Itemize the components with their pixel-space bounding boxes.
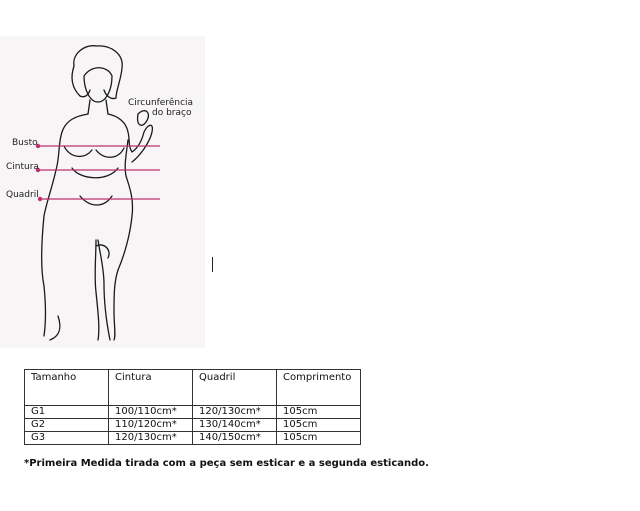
waist-label: Cintura bbox=[6, 162, 39, 172]
cell-size: G3 bbox=[25, 432, 109, 445]
measurement-note: *Primeira Medida tirada com a peça sem esticar e a segunda esticando. bbox=[24, 458, 429, 469]
bust-label: Busto bbox=[12, 138, 38, 148]
text-cursor bbox=[212, 257, 213, 272]
hip-label: Quadril bbox=[6, 190, 39, 200]
header-length: Comprimento bbox=[277, 370, 361, 406]
cell-hip: 130/140cm* bbox=[193, 419, 277, 432]
cell-length: 105cm bbox=[277, 419, 361, 432]
table-row bbox=[25, 419, 361, 432]
arm-circumference-label: Circunferência do braço bbox=[128, 98, 194, 118]
cell-size: G2 bbox=[25, 419, 109, 432]
cell-waist: 100/110cm* bbox=[109, 406, 193, 419]
cell-length: 105cm bbox=[277, 432, 361, 445]
size-table bbox=[24, 369, 361, 445]
header-size: Tamanho bbox=[25, 370, 109, 406]
cell-length: 105cm bbox=[277, 406, 361, 419]
body-measurement-figure bbox=[0, 36, 205, 348]
table-row bbox=[25, 406, 361, 419]
cell-waist: 110/120cm* bbox=[109, 419, 193, 432]
cell-waist: 120/130cm* bbox=[109, 432, 193, 445]
cell-hip: 120/130cm* bbox=[193, 406, 277, 419]
cell-size: G1 bbox=[25, 406, 109, 419]
header-waist: Cintura bbox=[109, 370, 193, 406]
table-header-row bbox=[25, 370, 361, 406]
table-row bbox=[25, 432, 361, 445]
header-hip: Quadril bbox=[193, 370, 277, 406]
cell-hip: 140/150cm* bbox=[193, 432, 277, 445]
